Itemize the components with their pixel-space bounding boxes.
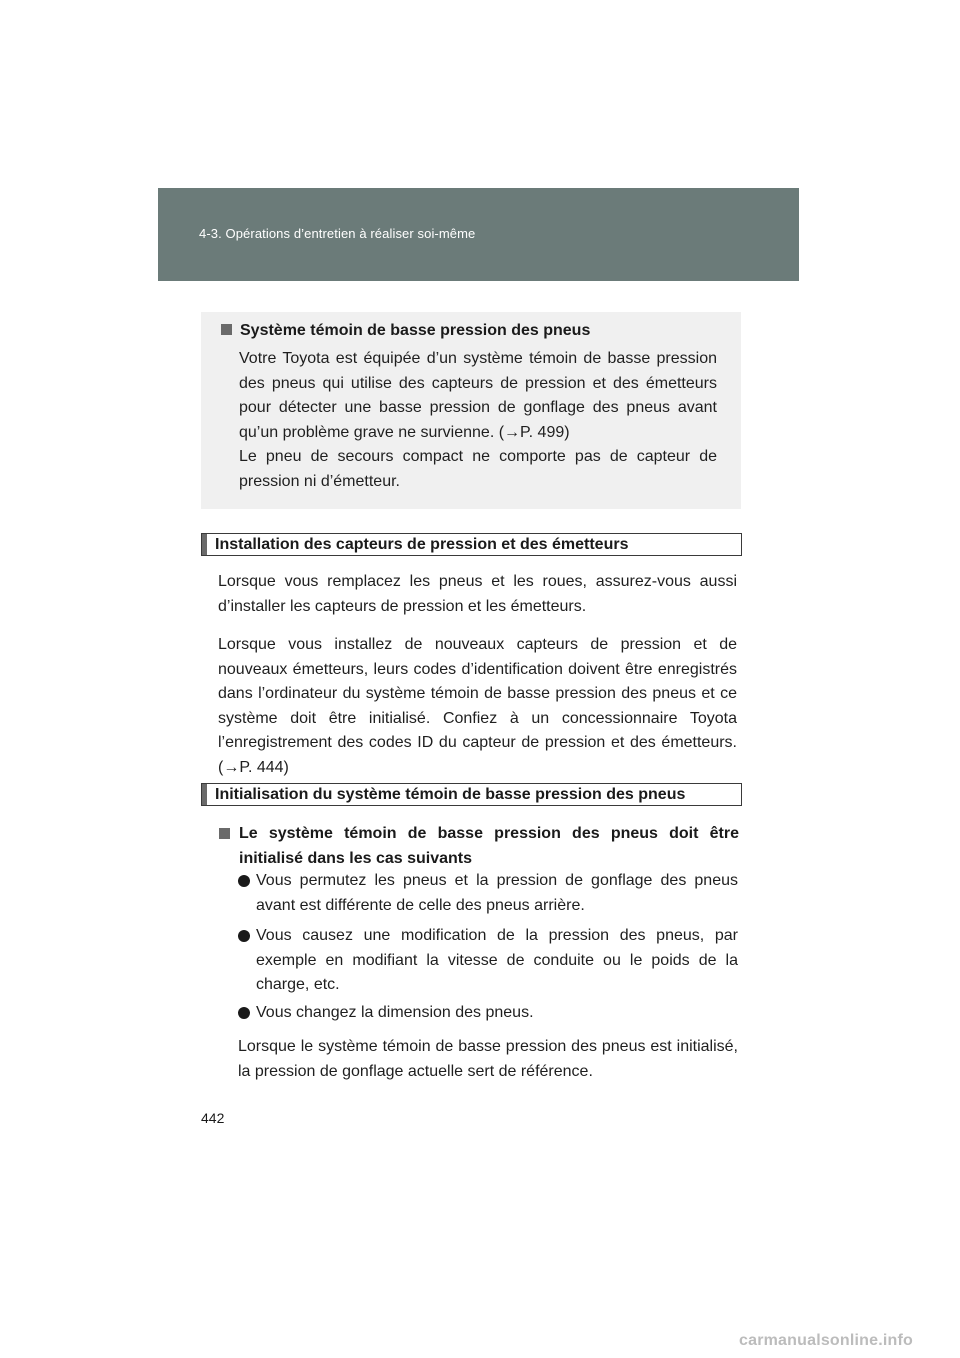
list-item-text: Vous permutez les pneus et la pression de gonflage des pneus avant est différente de celle des pneus arrière. xyxy=(256,872,738,914)
list-item-text: Vous causez une modification de la pression des pneus, par exemple en modifiant la vitesse de conduite ou le poids de la charge, etc. xyxy=(256,927,738,993)
watermark: carmanualsonline.info xyxy=(739,1332,914,1349)
square-bullet-icon xyxy=(219,828,230,839)
list-item xyxy=(238,869,738,918)
section-heading-initialisation xyxy=(201,783,742,806)
section-label: 4-3. Opérations d’entretien à réaliser soi-même xyxy=(199,226,476,241)
page-number: 442 xyxy=(201,1110,225,1126)
body-paragraph: Lorsque vous installez de nouveaux capteurs de pression et de nouveaux émetteurs, leurs codes d’identification doivent être enregistrés dans l’ordinateur du système témoin de basse pression des pneus et ce système doit être initialisé. Confiez à un concessionnaire Toyota l’enregistrement des codes ID du capteur de pression et des émetteurs. (→P. 444) xyxy=(218,636,737,776)
section-heading-installation xyxy=(201,533,742,556)
info-box-title-row xyxy=(221,321,590,341)
bullet-dot-icon xyxy=(238,1007,250,1019)
closing-paragraph: Lorsque le système témoin de basse pression des pneus est initialisé, la pression de gonflage actuelle sert de référence. xyxy=(238,1038,738,1080)
info-box-paragraph: Le pneu de secours compact ne comporte pas de capteur de pression ni d’émetteur. xyxy=(239,448,717,490)
info-box-title: Système témoin de basse pression des pneus xyxy=(240,322,591,339)
bullet-dot-icon xyxy=(238,875,250,887)
body-paragraph: Lorsque vous remplacez les pneus et les roues, assurez-vous aussi d’installer les capteurs de pression et les émetteurs. xyxy=(218,573,737,615)
info-box-paragraph: Votre Toyota est équipée d’un système témoin de basse pression des pneus qui utilise des capteurs de pression et des émetteurs pour détecter une basse pression de gonflage des pneus avant qu’un problème grave ne survienne. (→P. 499) xyxy=(239,350,717,441)
info-box xyxy=(201,312,741,509)
bullet-dot-icon xyxy=(238,930,250,942)
list-item-text: Vous changez la dimension des pneus. xyxy=(256,1004,534,1021)
sub-heading xyxy=(219,822,739,871)
section-heading-text: Initialisation du système témoin de basse pression des pneus xyxy=(215,786,686,803)
list-item xyxy=(238,1001,738,1026)
square-bullet-icon xyxy=(221,324,232,335)
heading-marker xyxy=(202,784,207,805)
heading-marker xyxy=(202,534,207,555)
section-heading-text: Installation des capteurs de pression et des émetteurs xyxy=(215,536,629,553)
chapter-header xyxy=(158,188,799,281)
sub-heading-text: Le système témoin de basse pression des pneus doit être initialisé dans les cas suivants xyxy=(239,825,739,867)
list-item xyxy=(238,924,738,998)
